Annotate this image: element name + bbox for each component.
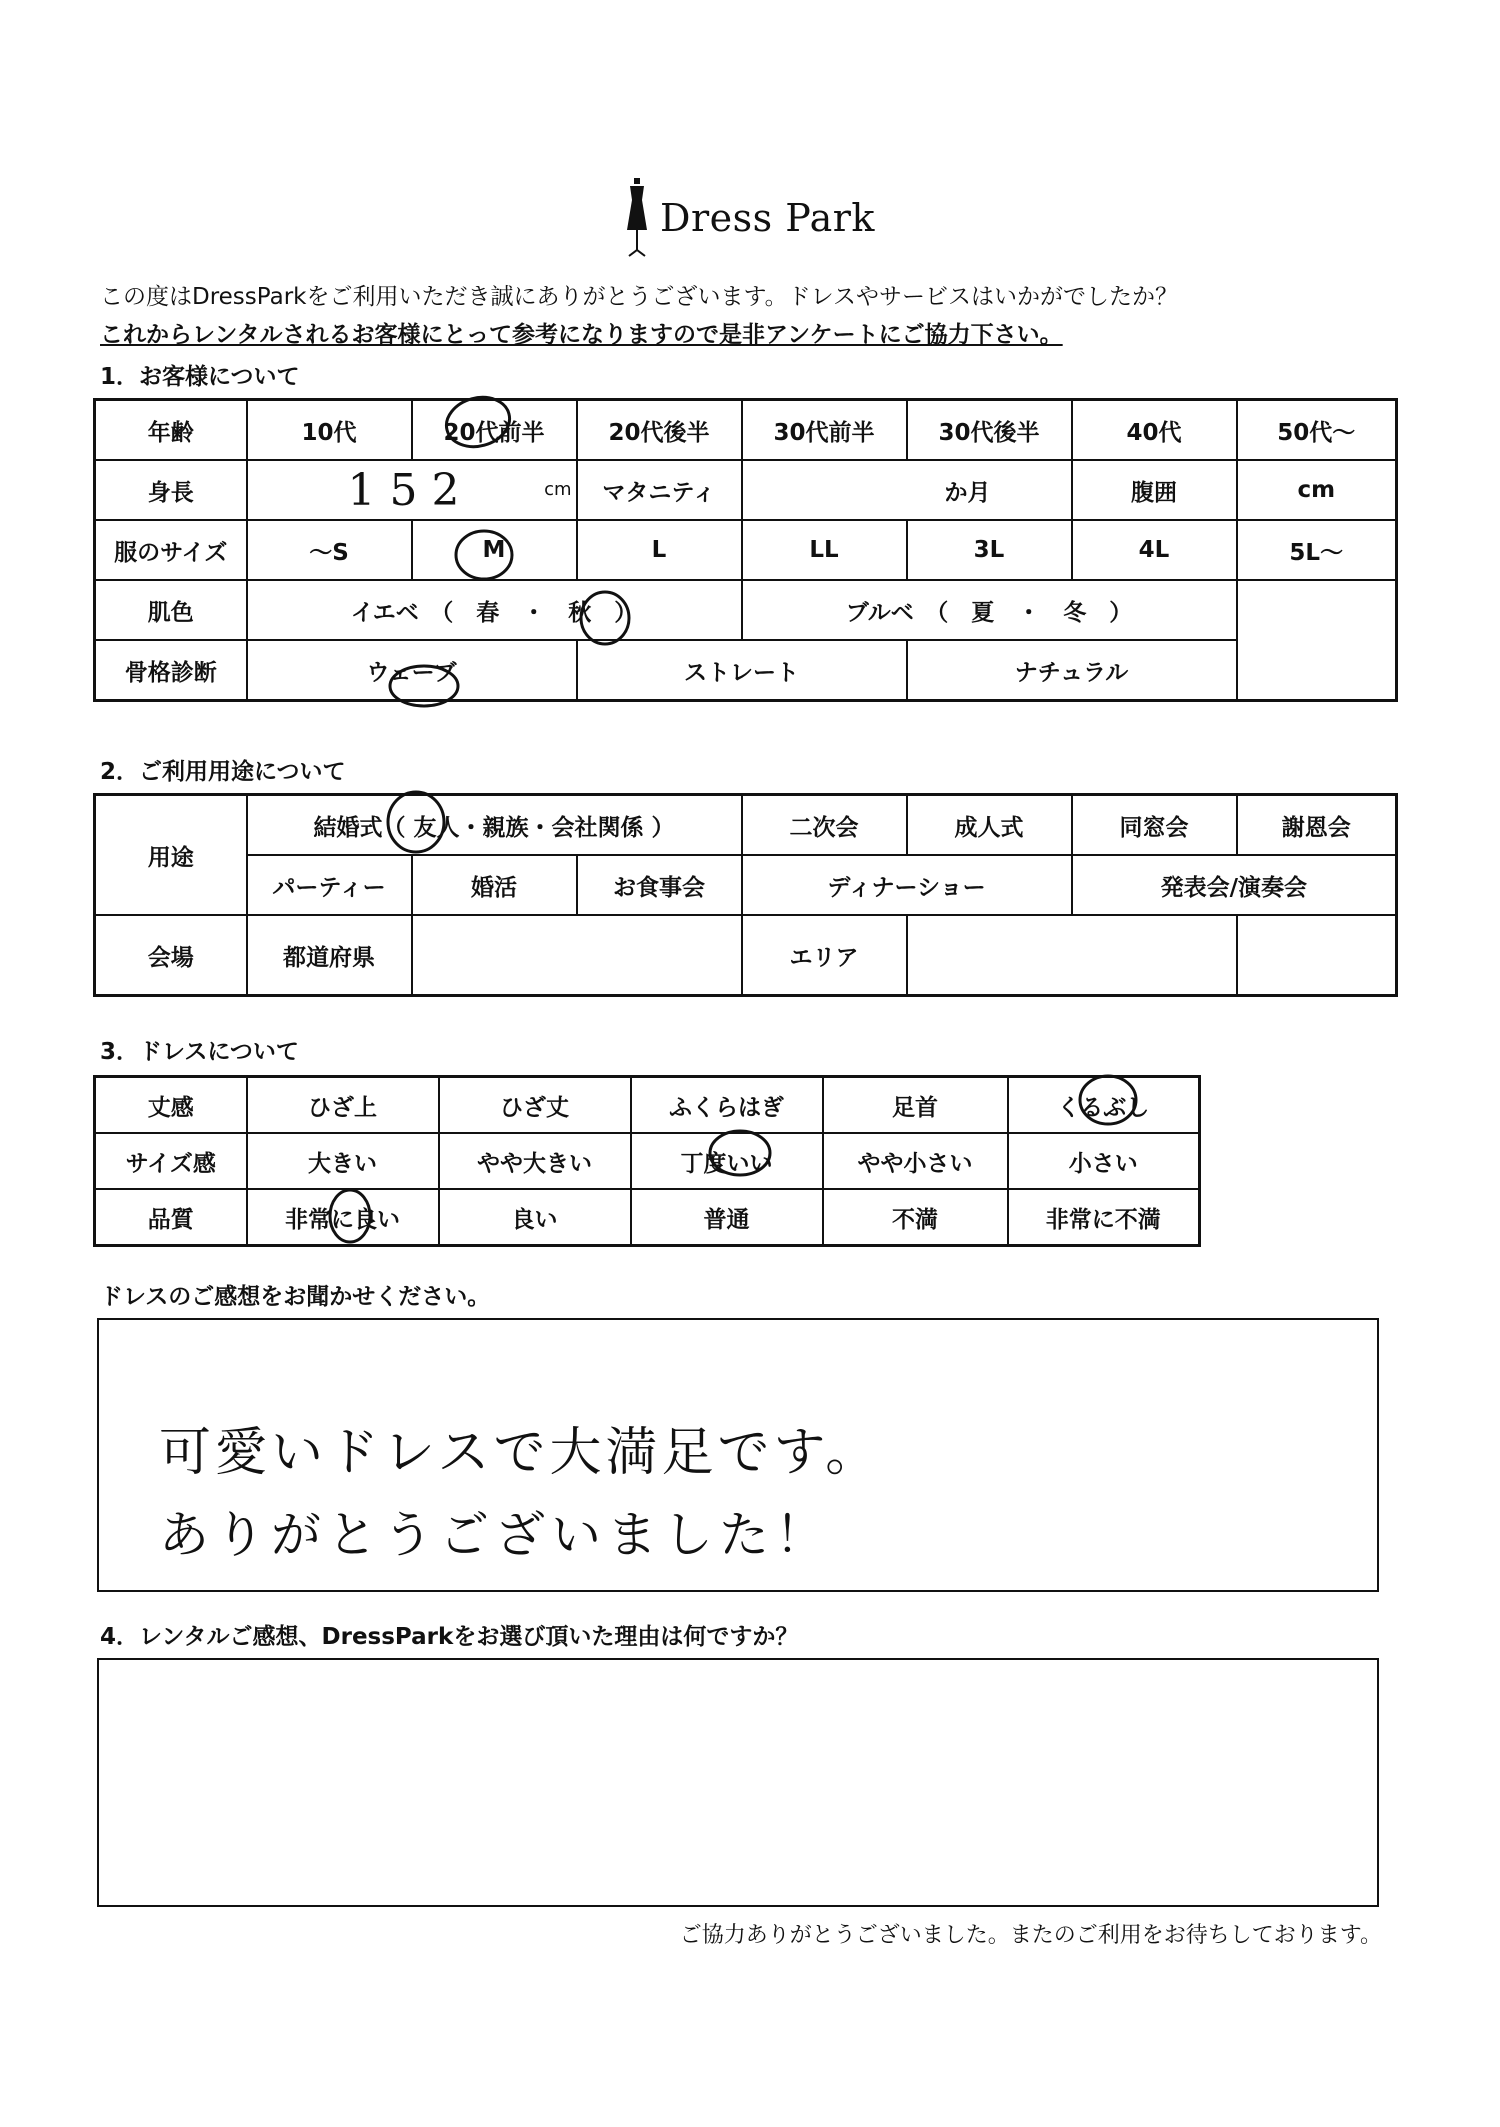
age-option[interactable]: 40代 (1072, 400, 1237, 461)
purpose-option-wedding[interactable]: 結婚式（ 友人・親族・会社関係 ） (247, 795, 742, 856)
quality-label: 品質 (95, 1189, 247, 1246)
customer-info-table (93, 398, 1398, 702)
age-option[interactable]: 30代後半 (907, 400, 1072, 461)
length-option[interactable]: ひざ丈 (439, 1077, 631, 1134)
purpose-label: 用途 (95, 795, 247, 916)
prefecture-field[interactable] (412, 915, 742, 996)
age-label: 年齢 (95, 400, 247, 461)
age-option[interactable]: 20代後半 (577, 400, 742, 461)
purpose-option[interactable]: 謝恩会 (1237, 795, 1397, 856)
purpose-option[interactable]: 同窓会 (1072, 795, 1237, 856)
quality-option[interactable]: 非常に不満 (1008, 1189, 1200, 1246)
prefecture-label: 都道府県 (247, 915, 412, 996)
skin-label: 肌色 (95, 580, 247, 640)
length-row (95, 1077, 1200, 1134)
footer-thanks: ご協力ありがとうございました。またのご利用をお待ちしております。 (679, 1923, 1382, 1948)
fit-option[interactable]: やや小さい (823, 1133, 1008, 1189)
purpose-option[interactable]: ディナーショー (742, 855, 1072, 915)
age-option[interactable]: 30代前半 (742, 400, 907, 461)
size-option[interactable]: L (577, 520, 742, 580)
length-option[interactable]: くるぶし (1008, 1077, 1200, 1134)
size-row (95, 520, 1397, 580)
bone-option[interactable]: ナチュラル (907, 640, 1237, 701)
fit-option[interactable]: やや大きい (439, 1133, 631, 1189)
height-unit: cm (544, 479, 572, 500)
quality-option[interactable]: 普通 (631, 1189, 823, 1246)
section-4-title: 4．レンタルご感想、DressParkをお選び頂いた理由は何ですか？ (100, 1624, 799, 1650)
skin-yellow-option[interactable]: イエベ （ 春 ・ 秋 ） (247, 580, 742, 640)
area-label: エリア (742, 915, 907, 996)
section-2-title: 2．ご利用用途について (100, 759, 346, 785)
intro-line-2: これからレンタルされるお客様にとって参考になりますので是非アンケートにご協力下さい。 (100, 322, 1063, 348)
comment-prompt: ドレスのご感想をお聞かせください。 (100, 1284, 491, 1310)
length-option[interactable]: ふくらはぎ (631, 1077, 823, 1134)
dress-table (93, 1075, 1201, 1247)
reason-box[interactable] (97, 1658, 1379, 1907)
area-field[interactable] (907, 915, 1237, 996)
comment-line-1: 可愛いドレスで大満足です。 (159, 1423, 882, 1483)
age-option[interactable]: 10代 (247, 400, 412, 461)
skin-blue-option[interactable]: ブルベ （ 夏 ・ 冬 ） (742, 580, 1237, 640)
bone-row (95, 640, 1397, 701)
bone-option[interactable]: ウェーブ (247, 640, 577, 701)
bone-option[interactable]: ストレート (577, 640, 907, 701)
fit-option[interactable]: 丁度いい (631, 1133, 823, 1189)
quality-option[interactable]: 非常に良い (247, 1189, 439, 1246)
fit-label: サイズ感 (95, 1133, 247, 1189)
purpose-option[interactable]: 二次会 (742, 795, 907, 856)
size-label: 服のサイズ (95, 520, 247, 580)
purpose-option[interactable]: お食事会 (577, 855, 742, 915)
blank-cell (1237, 580, 1397, 640)
size-option[interactable]: 5L～ (1237, 520, 1397, 580)
size-option[interactable]: 3L (907, 520, 1072, 580)
quality-option[interactable]: 不満 (823, 1189, 1008, 1246)
usage-table (93, 793, 1398, 997)
maternity-months[interactable]: か月 (742, 460, 1072, 520)
waist-unit[interactable]: cm (1237, 460, 1397, 520)
size-option[interactable]: M (412, 520, 577, 580)
height-label: 身長 (95, 460, 247, 520)
bone-label: 骨格診断 (95, 640, 247, 701)
venue-label: 会場 (95, 915, 247, 996)
height-field[interactable] (247, 460, 577, 520)
fit-option[interactable]: 大きい (247, 1133, 439, 1189)
fit-row (95, 1133, 1200, 1189)
fit-option[interactable]: 小さい (1008, 1133, 1200, 1189)
brand-logo (620, 178, 880, 258)
height-value: 152 (347, 465, 474, 516)
waist-label: 腹囲 (1072, 460, 1237, 520)
section-1-title: 1．お客様について (100, 364, 300, 390)
age-option[interactable]: 50代～ (1237, 400, 1397, 461)
length-label: 丈感 (95, 1077, 247, 1134)
quality-option[interactable]: 良い (439, 1189, 631, 1246)
comment-box[interactable] (97, 1318, 1379, 1592)
blank-cell (1237, 915, 1397, 996)
quality-row (95, 1189, 1200, 1246)
blank-cell (1237, 640, 1397, 701)
size-option[interactable]: 4L (1072, 520, 1237, 580)
maternity-label: マタニティ (577, 460, 742, 520)
purpose-option[interactable]: 成人式 (907, 795, 1072, 856)
intro-line-1: この度はDressParkをご利用いただき誠にありがとうございます。ドレスやサービスはいかがでしたか？ (100, 284, 1178, 310)
length-option[interactable]: 足首 (823, 1077, 1008, 1134)
section-3-title: 3．ドレスについて (100, 1039, 299, 1065)
age-option[interactable]: 20代前半 (412, 400, 577, 461)
age-row (95, 400, 1397, 461)
skin-row (95, 580, 1397, 640)
dress-form-icon (620, 178, 654, 258)
size-option[interactable]: LL (742, 520, 907, 580)
height-row (95, 460, 1397, 520)
purpose-option[interactable]: 婚活 (412, 855, 577, 915)
length-option[interactable]: ひざ上 (247, 1077, 439, 1134)
purpose-option[interactable]: 発表会/演奏会 (1072, 855, 1397, 915)
size-option[interactable]: ～S (247, 520, 412, 580)
comment-line-2: ありがとうございました！ (159, 1506, 831, 1564)
brand-name: Dress Park (660, 196, 875, 240)
purpose-option[interactable]: パーティー (247, 855, 412, 915)
